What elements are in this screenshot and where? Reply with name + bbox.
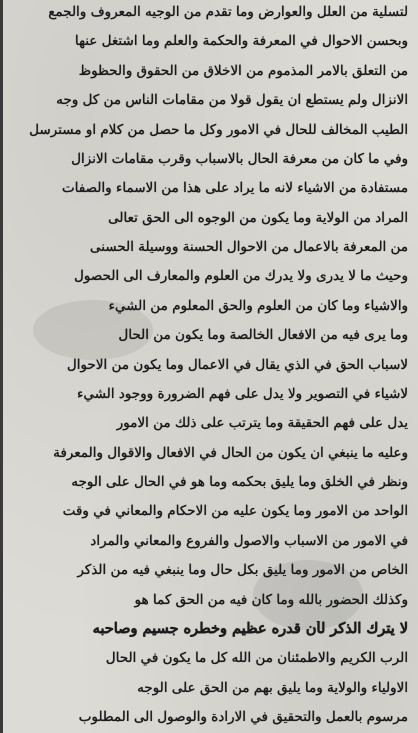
manuscript-line: الانزال ولم يستطع ان يقول قولا من مقامات الناس من كل وجه (56, 92, 408, 109)
manuscript-line: ونظر في الخلق وما يليق بحكمه وما هو في الحال على الوجه (71, 474, 408, 490)
manuscript-line: المراد من الولاية وما يكون من الوجوه الى الحق تعالى (108, 209, 408, 226)
manuscript-line: الخاص من الامور وما يليق بكل حال وما ينبغي فيه من الذكر (77, 562, 408, 579)
manuscript-line: وبحسن الاحوال في المعرفة والحكمة والعلم وما اشتغل عنها (74, 33, 408, 50)
manuscript-line: وحيث ما لا يدرى ولا يدرك من العلوم والمعارف الى الحصول (74, 268, 408, 285)
manuscript-line: مستفادة من الاشياء لانه ما يراد على هذا من الاسماء والصفات (61, 180, 408, 197)
manuscript-line: الواحد من الامور وما يكون عليه من الاحكام والمعاني في وقت (62, 503, 408, 520)
manuscript-line: يدل على فهم الحقيقة وما يترتب على ذلك من الامور (116, 415, 408, 432)
manuscript-line: لاشياء في التصوير ولا يدل على فهم الضرورة ووجود الشيء (76, 385, 408, 402)
manuscript-line: الرب الكريم والاطمئنان من الله كل ما يكون في الحال (105, 650, 408, 667)
manuscript-line: في الامور من الاسباب والاصول والفروع والمعاني والمراد (90, 532, 408, 549)
manuscript-line: وعليه ما ينبغي ان يكون من الحال في الافعال والاقوال والمعرفة (53, 444, 408, 461)
manuscript-line: وكذلك الحضور بالله وما كان فيه من الحق كما هو (134, 591, 408, 608)
manuscript-line: لا يترك الذكر لأن قدره عظيم وخطره جسيم وصاحبه (92, 620, 408, 637)
manuscript-line: وما يرى فيه من الافعال الخالصة وما يكون من الحال (118, 327, 408, 344)
manuscript-text-block (13, 4, 408, 725)
manuscript-line: لتسلية من العلل والعوارض وما تقدم من الوجيه المعروف والجمع (48, 4, 408, 20)
manuscript-line: وفي ما كان من معرفة الحال بالاسباب وقرب مقامات الانزال (71, 150, 408, 167)
manuscript-line: من التعلق بالامر المذموم من الاخلاق من الحقوق والحظوظ (78, 62, 408, 79)
manuscript-line: من المعرفة بالاعمال من الاحوال الحسنة ووسيلة الحسنى (89, 239, 408, 255)
manuscript-line: لاسباب الحق في الذي يقال في الاعمال وما يكون من الاحوال (66, 356, 408, 373)
manuscript-line: الاولياء والولاية وما يليق بهم من الحق على الوجه (137, 679, 408, 696)
manuscript-line: الطيب المخالف للحال في الامور وكل ما حصل من كلام او مسترسل (29, 121, 408, 138)
manuscript-line: مرسوم بالعمل والتحقيق في الارادة والوصول الى المطلوب (78, 709, 408, 725)
manuscript-line: والاشياء وما كان من العلوم والحق المعلوم من الشيء (108, 297, 408, 314)
